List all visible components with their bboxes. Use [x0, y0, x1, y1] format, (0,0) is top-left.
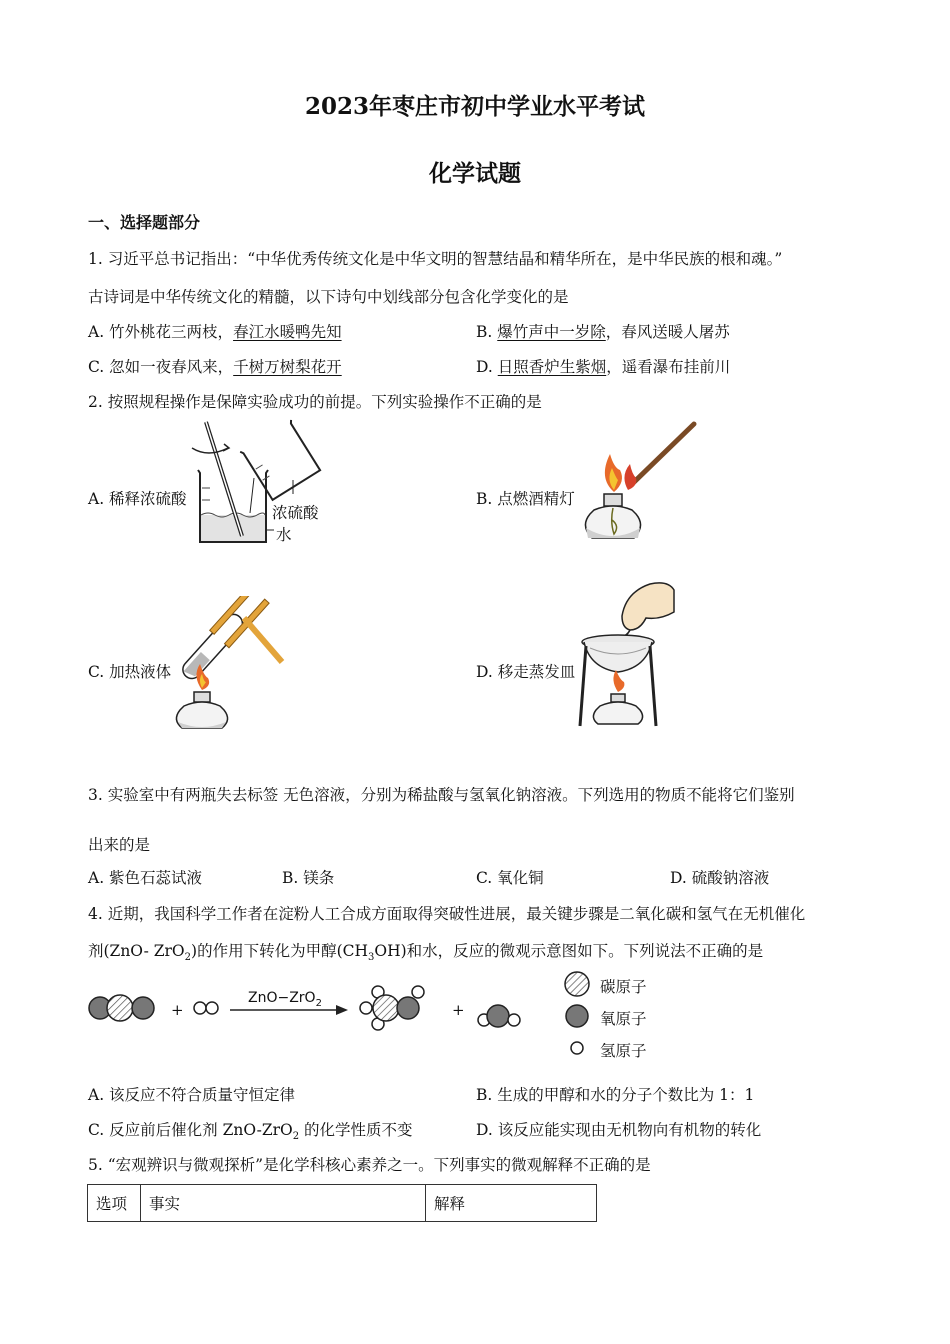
- methanol-oxygen-atom: [397, 997, 419, 1019]
- legend-carbon-symbol: [565, 972, 589, 996]
- legend-hydrogen-symbol: [571, 1042, 583, 1054]
- q2-option-a-label: A. 稀释浓硫酸: [88, 490, 187, 508]
- water-oxygen-atom: [487, 1005, 509, 1027]
- catalyst-label: ZnO−ZrO$_2$: [248, 990, 322, 1009]
- dilute-acid-figure: [188, 418, 348, 548]
- acid-label: 浓硫酸: [272, 504, 319, 522]
- q4-stem-line1: 4. 近期，我国科学工作者在淀粉人工合成方面取得突破性进展，最关键步骤是二氧化碳和氢气在无机催化: [88, 905, 806, 923]
- q2-option-d-label: D. 移走蒸发皿: [476, 663, 576, 681]
- q3-stem-line2: 出来的是: [88, 836, 151, 854]
- legend-hydrogen-label: 氢原子: [600, 1042, 647, 1060]
- q4-option-c: C. 反应前后催化剂 ZnO-ZrO$_2$ 的化学性质不变: [88, 1121, 413, 1143]
- q1-stem-line1: 1. 习近平总书记指出：“中华优秀传统文化是中华文明的智慧结晶和精华所在，是中华民族的根和魂。”: [88, 250, 783, 268]
- h2-hydrogen-atom: [194, 1002, 206, 1014]
- q3-option-d: D. 硫酸钠溶液: [670, 869, 770, 887]
- section-heading: 一、选择题部分: [88, 213, 201, 232]
- methanol-carbon-atom: [373, 995, 399, 1021]
- q4-option-d: D. 该反应能实现由无机物向有机物的转化: [476, 1121, 762, 1139]
- q4-stem-line2: 剂(ZnO- ZrO$_2$)的作用下转化为甲醇$(CH_3OH)$和水，反应的微观示意图如下。下列说法不正确的是: [88, 942, 764, 964]
- q3-stem-line1: 3. 实验室中有两瓶失去标签 无色溶液，分别为稀盐酸与氢氧化钠溶液。下列选用的物质不能将它们鉴别: [88, 786, 795, 804]
- co2-carbon-atom: [107, 995, 133, 1021]
- legend-carbon-label: 碳原子: [600, 978, 647, 996]
- header-fact: 事实: [141, 1185, 426, 1222]
- q3-option-c: C. 氧化铜: [476, 869, 544, 887]
- q4-option-a: A. 该反应不符合质量守恒定律: [88, 1086, 296, 1104]
- plus-sign-right: +: [452, 1001, 465, 1019]
- q3-option-b: B. 镁条: [282, 869, 335, 887]
- heat-liquid-figure: [160, 596, 290, 731]
- alcohol-lamp-match-figure: [570, 418, 700, 548]
- q5-stem: 5. “宏观辨识与微观探析”是化学科核心素养之一。下列事实的微观解释不正确的是: [88, 1156, 651, 1174]
- q2-option-b-label: B. 点燃酒精灯: [476, 490, 575, 508]
- q1-option-a: A. 竹外桃花三两枝，春江水暖鸭先知: [88, 323, 342, 341]
- plus-sign-left: +: [171, 1001, 184, 1019]
- header-option: 选项: [88, 1185, 141, 1222]
- co2-oxygen-atom-right: [132, 997, 154, 1019]
- legend-oxygen-label: 氧原子: [600, 1010, 647, 1028]
- q1-option-b: B. 爆竹声中一岁除，春风送暖人屠苏: [476, 323, 730, 341]
- q1-option-d: D. 日照香炉生紫烟，遥看瀑布挂前川: [476, 358, 731, 376]
- legend-oxygen-symbol: [566, 1005, 588, 1027]
- water-label: 水: [276, 526, 292, 544]
- q4-option-b: B. 生成的甲醇和水的分子个数比为 1：1: [476, 1086, 755, 1104]
- q3-option-a: A. 紫色石蕊试液: [88, 869, 203, 887]
- table-header-row: [88, 1185, 597, 1222]
- h2-hydrogen-atom: [206, 1002, 218, 1014]
- q2-option-c-label: C. 加热液体: [88, 663, 172, 681]
- q1-stem-line2: 古诗词是中华传统文化的精髓，以下诗句中划线部分包含化学变化的是: [88, 288, 569, 306]
- header-explanation: 解释: [426, 1185, 597, 1222]
- q2-stem: 2. 按照规程操作是保障实验成功的前提。下列实验操作不正确的是: [88, 393, 542, 411]
- q5-table: [87, 1184, 597, 1222]
- evaporating-dish-figure: [570, 576, 690, 731]
- exam-title: 2023年枣庄市初中学业水平考试: [304, 93, 645, 120]
- q1-option-c: C. 忽如一夜春风来，千树万树梨花开: [88, 358, 342, 376]
- exam-subtitle: 化学试题: [429, 160, 521, 187]
